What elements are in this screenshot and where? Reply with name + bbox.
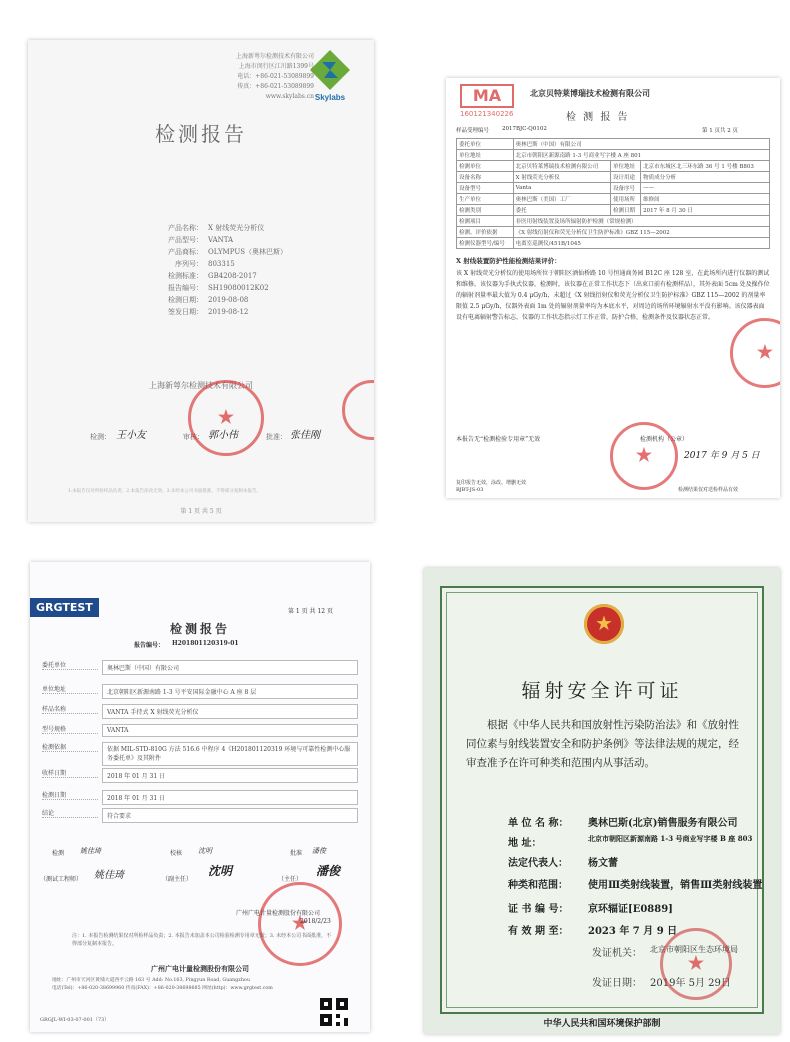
- cell-label: 检测、评价依据: [457, 227, 514, 238]
- sign-name-check: 沈明: [198, 847, 212, 855]
- table-row: [457, 161, 770, 172]
- issuer: 广州广电计量检测股份有限公司: [236, 910, 321, 917]
- issue-date: 2017 年 9 月 5 日: [684, 451, 760, 461]
- report-page-skylabs: [28, 40, 374, 522]
- field-value: 2019-08-08: [208, 296, 249, 304]
- field-label: 签发日期：: [168, 308, 203, 316]
- role-deputy: （副主任）: [162, 876, 193, 883]
- side-seal: ★: [730, 318, 780, 388]
- cell-value: 2017 年 8 月 30 日: [641, 205, 770, 216]
- field-label: 种类和范围：: [508, 880, 568, 891]
- footnote: 1.本报告仅对所检样品负责。2.本报告涂改无效。3.未经本公司书面批准，不得部分复制本报告。: [68, 489, 261, 494]
- table-row: [457, 227, 770, 238]
- footer-left: 复印报告无效，涂改、增删无效 BJBT-JS-03: [456, 480, 527, 493]
- cell-value: 电离室巡测仪/451B/1045: [513, 238, 769, 249]
- cell-value: 委托: [513, 205, 610, 216]
- row-label: 样品名称: [42, 704, 98, 714]
- cell-label: 检测仪器型号/编号: [457, 238, 514, 249]
- cell-value: 维修间: [641, 194, 770, 205]
- row-value: 2018 年 01 月 31 日: [102, 790, 358, 805]
- row-value: VANTA 手持式 X 射线荧光分析仪: [102, 704, 358, 719]
- official-seal: ★: [610, 422, 678, 490]
- field-value: 2019-08-12: [208, 308, 249, 316]
- field-label: 产品名称：: [168, 224, 203, 232]
- signature-director: 潘俊: [316, 864, 341, 878]
- cell-label: 单位地址: [457, 150, 514, 161]
- page-title: 检测报告: [155, 122, 247, 146]
- field-label: 地 址：: [508, 838, 542, 849]
- org-name: 北京贝特莱博瑞技术检测有限公司: [530, 88, 650, 98]
- field-value: OLYMPUS（奥林巴斯）: [208, 248, 288, 256]
- national-emblem-icon: ★: [584, 604, 624, 644]
- page-number: 第 1 页共 2 页: [702, 128, 738, 134]
- field-label: 证 书 编 号：: [508, 904, 569, 915]
- cell-value: 北京市东城区北三环东路 36 号 1 号楼 B803: [641, 161, 770, 172]
- field-label: 报告编号：: [168, 284, 203, 292]
- table-row: [457, 172, 770, 183]
- sign-name-approve: 潘俊: [312, 847, 326, 855]
- cell-value: 奥林巴斯（中国）有限公司: [513, 139, 769, 150]
- conclusion-title: X 射线装置防护性能检测结果评价：: [456, 257, 561, 265]
- row-value: 符合要求: [102, 808, 358, 823]
- cell-label: 使用场所: [611, 194, 641, 205]
- field-value: X 射线荧光分析仪: [208, 224, 265, 232]
- cell-label: 生产单位: [457, 194, 514, 205]
- cell-label: 检测单位: [457, 161, 514, 172]
- radiation-safety-license: [424, 568, 780, 1034]
- footer-company: 广州广电计量检测股份有限公司: [151, 964, 249, 973]
- cell-label: 单位地址: [611, 161, 641, 172]
- page-title: 检 测 报 告: [566, 112, 630, 123]
- footer-right: 检测结果仅对送检样品有效: [678, 487, 739, 493]
- cma-number: 160121340226: [460, 110, 514, 118]
- row-value: 北京朝阳区新源南路 1-3 号平安国际金融中心 A 座 8 层: [102, 684, 358, 699]
- footer-contact: 电话(Tel)：+86-020-38699960 传真(FAX)：+86-020-38698685 网址(http)：www.grgtest.com: [52, 986, 273, 991]
- company-name: 上海新萼尔检测技术有限公司: [149, 381, 253, 390]
- row-value: VANTA: [102, 724, 358, 737]
- sign-label-check: 校核: [170, 850, 183, 857]
- table-row: [457, 194, 770, 205]
- certificate-frame: [440, 586, 764, 1014]
- cell-value: 物质成分分析: [641, 172, 770, 183]
- date-label: 发证日期：: [592, 978, 642, 989]
- issue-date: 2018/2/23: [300, 918, 331, 925]
- reviewer-signature: 郭小伟: [208, 430, 238, 441]
- cell-value: Vanta: [513, 183, 610, 194]
- page-number: 第 1 页 共 5 页: [180, 508, 222, 515]
- field-label: 检测标准：: [168, 272, 203, 280]
- row-label: 检测依据: [42, 742, 98, 752]
- cell-value: 《X 射线衍射仪和荧光分析仪卫生防护标准》GBZ 115—2002: [513, 227, 769, 238]
- no-seal-note: 本报告无“检测检验专用章”无效: [456, 436, 541, 443]
- notes: 注：1. 本报告检测结果仅对所检样品负责；2. 本报告未加盖本公司检验检测专用章无效；3. 未经本公司书面批准，不得部分复制本报告。: [72, 933, 332, 947]
- row-value: 依据 MIL-STD-810G 方法 516.6 中程序 4《H201801120319 环境与可靠性检测中心服务委托单》及其附件: [102, 742, 358, 766]
- row-label: 委托单位: [42, 660, 98, 670]
- field-value: 奥林巴斯(北京)销售服务有限公司: [588, 818, 738, 829]
- approver-label: 批准：: [266, 433, 287, 441]
- field-label: 法定代表人：: [508, 858, 568, 869]
- page-title: 检测报告: [169, 622, 230, 636]
- field-value: 北京市朝阳区新源南路 1-3 号商业写字楼 B 座 803: [588, 834, 753, 843]
- cell-label: 检测项目: [457, 216, 514, 227]
- reviewer-label: 审核：: [183, 433, 204, 441]
- field-value: 803315: [208, 260, 235, 268]
- field-value: 2023 年 7 月 9 日: [588, 926, 678, 937]
- cell-value: 非医用射线装置及场所辐射防护检测（常规检测）: [513, 216, 769, 227]
- row-label: 型号规格: [42, 724, 98, 734]
- cell-label: 设备序号: [611, 183, 641, 194]
- company-header: 上海新萼尔检测技术有限公司 上海市闵行区江川路1399号 电话：+86-021-53089899 传真：+86-021-53089899 www.skylabs.cn: [235, 53, 314, 100]
- skylabs-logo-icon: [306, 48, 354, 104]
- issue-date: 2019年 5月 29日: [650, 978, 731, 989]
- cell-label: 设计用途: [611, 172, 641, 183]
- approver-signature: 张佳刚: [290, 430, 320, 441]
- inspector-signature: 王小友: [116, 430, 146, 441]
- report-no-label: 报告编号：: [134, 642, 165, 649]
- qr-code-icon: [320, 998, 348, 1026]
- grgtest-logo: GRGTEST: [30, 598, 99, 617]
- field-label: 检测日期：: [168, 296, 203, 304]
- page-number: 第 1 页 共 12 页: [288, 608, 333, 615]
- row-label: 检测日期: [42, 790, 98, 800]
- row-value: 2018 年 01 月 31 日: [102, 768, 358, 783]
- row-label: 收样日期: [42, 768, 98, 778]
- signature-test: 姚佳琦: [94, 870, 124, 881]
- cell-label: 设备型号: [457, 183, 514, 194]
- cell-value: 北京市朝阳区新源南路 1-3 号商业写字楼 A 座 801: [513, 150, 769, 161]
- info-table: [456, 138, 770, 249]
- page-title: 辐射安全许可证: [521, 680, 683, 702]
- field-value: GB4208-2017: [208, 272, 257, 280]
- report-no-label: 样品受理编号: [456, 128, 490, 134]
- field-value: SH19080012K02: [208, 284, 269, 292]
- report-no: 2017BJC-Q0102: [502, 126, 547, 132]
- cell-label: 设备名称: [457, 172, 514, 183]
- table-row: [457, 238, 770, 249]
- license-intro: 根据《中华人民共和国放射性污染防治法》和《放射性同位素与射线装置安全和防护条例》等法律法规的规定，经审查准予在许可种类和范围内从事活动。: [466, 719, 739, 769]
- issuer: 北京市朝阳区生态环境局: [650, 945, 738, 954]
- org-seal-label: 检测机构（公章）: [640, 436, 689, 443]
- issuer-label: 发证机关：: [592, 948, 642, 959]
- official-seal: ★: [660, 928, 732, 1000]
- role-test: （测试工程师）: [40, 876, 83, 883]
- footer-address: 地址：广州市天河区黄埔大道西平云路 163 号 Add: No.163, Pingyun Road, Guangzhou: [52, 978, 250, 983]
- signature-deputy: 沈明: [208, 864, 233, 878]
- cell-label: 委托单位: [457, 139, 514, 150]
- cell-label: 检测日期: [611, 205, 641, 216]
- sign-label-approve: 批准: [290, 850, 303, 857]
- row-value: 奥林巴斯（中国）有限公司: [102, 660, 358, 675]
- field-value: 杨文蕾: [588, 858, 618, 869]
- official-seal: ★: [258, 882, 342, 966]
- table-row: [457, 150, 770, 161]
- svg-text:Skylabs: Skylabs: [314, 93, 346, 102]
- table-row: [457, 183, 770, 194]
- cell-value: ——: [641, 183, 770, 194]
- field-value: 京环辐证[E0889]: [588, 904, 673, 915]
- row-label: 单位地址: [42, 684, 98, 694]
- cell-value: 奥林巴斯（美国）工厂: [513, 194, 610, 205]
- row-label: 结论: [42, 808, 98, 818]
- footer: 中华人民共和国环境保护部制: [543, 1019, 661, 1029]
- official-seal: ★: [188, 380, 264, 456]
- sign-label-test: 检测: [52, 850, 65, 857]
- cell-label: 检测类别: [457, 205, 514, 216]
- field-label: 产品型号：: [168, 236, 203, 244]
- cell-value: 北京贝特莱博瑞技术检测有限公司: [513, 161, 610, 172]
- inspector-label: 检测：: [90, 433, 111, 441]
- table-row: [457, 139, 770, 150]
- field-label: 单 位 名 称：: [508, 818, 569, 829]
- field-value: 使用Ⅲ类射线装置，销售Ⅲ类射线装置: [588, 880, 763, 891]
- field-label: 产品商标：: [168, 248, 203, 256]
- cell-value: X 射线荧光分析仪: [513, 172, 610, 183]
- role-director: （主任）: [278, 876, 303, 883]
- field-label: 序列号：: [175, 260, 203, 268]
- table-row: [457, 205, 770, 216]
- doc-code: GRGJL-WI-03-07-001（73）: [40, 1017, 110, 1023]
- sign-name-test: 姚佳琦: [80, 847, 101, 855]
- cma-mark: MA: [460, 84, 514, 108]
- field-label: 有 效 期 至：: [508, 926, 569, 937]
- report-page-beijing: [446, 78, 780, 498]
- report-no: H201801120319-01: [172, 640, 239, 647]
- report-page-grgtest: [30, 562, 370, 1032]
- field-value: VANTA: [208, 236, 234, 244]
- table-row: [457, 216, 770, 227]
- conclusion-text: 该 X 射线荧光分析仪的使用场所位于朝阳区酒仙桥路 10 号恒通商务园 B12C 座 128 室，在此场所内进行仪器的测试和维修。该仪器为手执式仪器，检测时，该仪器在正常工作状态下（出束口前有检测样品），其外表面 5cm 处及操作位的辐射剂量率最大值为 0.4 μGy/h，未超过《X 射线衍射仪和荧光分析仪卫生防护标准》GBZ 115—2002 的剂量率限值 2.5 μGy/h，仪器外表面 1m 处的辐射剂量率均为本底水平，对周边的场所环境辐射水平没有影响。该仪器表面设有电离辐射警告标志，仪器的工作状态指示灯工作正常，防护合格，检测条件及仪器状态正常。: [456, 270, 770, 321]
